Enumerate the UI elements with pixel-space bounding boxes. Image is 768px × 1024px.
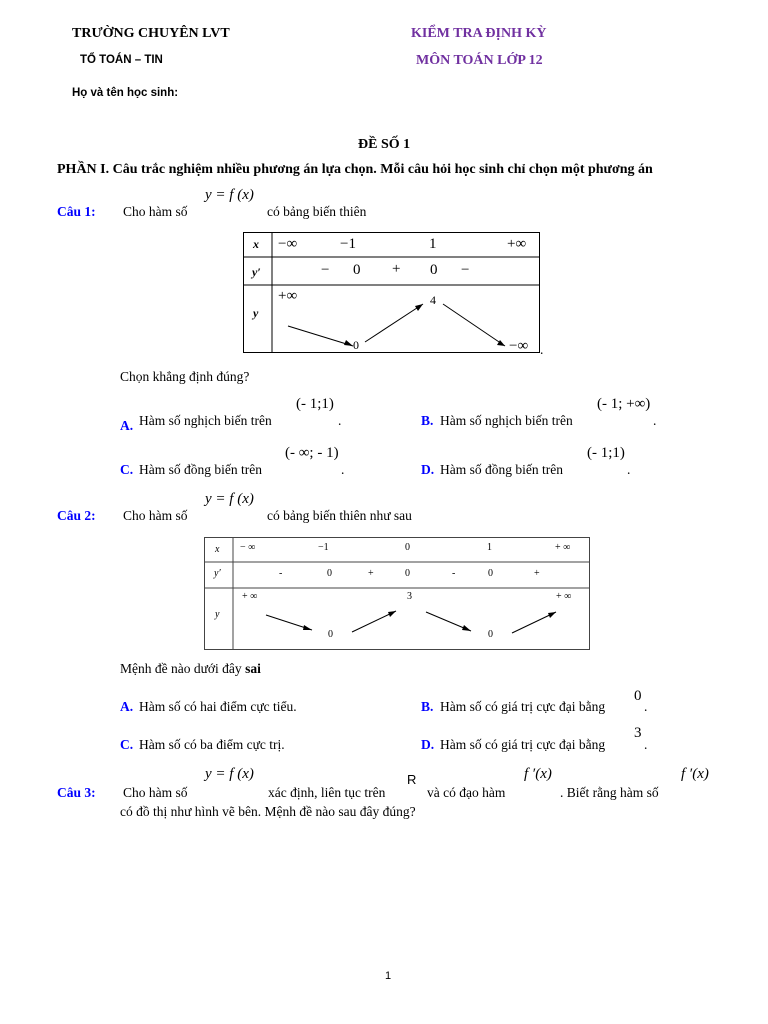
q1-option-d-end: . (627, 462, 631, 477)
q2-label: Câu 2: (57, 508, 96, 523)
q3-text-line2: có đồ thị như hình vẽ bên. Mệnh đề nào sau đây đúng? (120, 804, 416, 819)
q3-text-mid1: xác định, liên tục trên (268, 785, 386, 800)
q1-func: y = f (x) (205, 187, 254, 203)
q1-option-c-text[interactable]: Hàm số đồng biến trên (139, 462, 262, 477)
q1-prompt: Chọn khẳng định đúng? (120, 369, 250, 384)
q2-option-b-value: 0 (634, 688, 642, 704)
q1-x-header: x (253, 237, 259, 251)
q1-sign: 0 (430, 262, 438, 278)
q1-x-val: −∞ (278, 236, 298, 252)
q1-y-header: y (253, 306, 259, 320)
q1-option-c-interval: (- ∞; - 1) (285, 445, 339, 461)
q1-x-val: 1 (429, 236, 437, 252)
q1-y-val: 0 (353, 338, 359, 352)
part1-heading (57, 162, 653, 178)
q1-option-a-interval: (- 1;1) (296, 396, 334, 412)
q2-sign: 0 (405, 568, 410, 579)
q1-y-val: 4 (430, 293, 436, 307)
q2-sign: - (452, 568, 456, 579)
q2-x-val: 0 (405, 542, 410, 553)
school-name: TRƯỜNG CHUYÊN LVT (72, 26, 230, 41)
q2-option-c-letter[interactable]: C. (120, 737, 134, 752)
q2-x-header: x (215, 544, 220, 555)
q2-x-val: −1 (318, 542, 329, 553)
q2-option-c-text[interactable]: Hàm số có ba điểm cực trị. (139, 737, 285, 752)
q1-yprime-header: y′ (252, 265, 261, 279)
q3-text-before: Cho hàm số (123, 785, 188, 800)
q1-option-a-text[interactable]: Hàm số nghịch biến trên (139, 413, 272, 428)
q2-sign: 0 (327, 568, 332, 579)
q1-y-val: +∞ (278, 288, 298, 304)
q1-option-b-letter[interactable]: B. (421, 413, 434, 428)
q2-x-val: − ∞ (240, 542, 256, 553)
q2-sign: + (368, 568, 374, 579)
q2-y-header: y (215, 609, 220, 620)
q2-x-val: + ∞ (555, 542, 571, 553)
page-number: 1 (385, 970, 392, 982)
q2-x-val: 1 (487, 542, 492, 553)
q2-option-b-text[interactable]: Hàm số có giá trị cực đại bằng (440, 699, 606, 714)
q1-text-after: có bảng biến thiên (267, 204, 367, 219)
q2-y-val: 3 (407, 591, 412, 602)
q2-sign: 0 (488, 568, 493, 579)
q2-variation-table (204, 537, 590, 650)
q2-y-val: 0 (328, 629, 333, 640)
q1-option-b-end: . (653, 413, 657, 428)
q1-option-b-interval: (- 1; +∞) (597, 396, 651, 412)
q2-prompt (120, 661, 261, 677)
q2-yprime-header: y′ (214, 568, 221, 579)
exam-code: ĐỀ SỐ 1 (358, 137, 411, 152)
q2-option-d-letter[interactable]: D. (421, 737, 435, 752)
q1-sign: − (461, 262, 470, 278)
q3-text-mid2: và có đạo hàm (427, 785, 506, 800)
q2-option-d-text[interactable]: Hàm số có giá trị cực đại bằng (440, 737, 606, 752)
q1-table-period: . (540, 342, 544, 357)
q1-y-val: −∞ (509, 338, 529, 354)
q1-option-d-text[interactable]: Hàm số đồng biến trên (440, 462, 563, 477)
q2-sign: - (279, 568, 283, 579)
q1-label: Câu 1: (57, 204, 96, 219)
q2-func: y = f (x) (205, 491, 254, 507)
q3-text-mid3: . Biết rằng hàm số (560, 785, 659, 800)
q1-option-d-letter[interactable]: D. (421, 462, 435, 477)
q2-option-b-end: . (644, 699, 648, 714)
department-name: TỔ TOÁN – TIN (80, 54, 163, 66)
q1-option-a-end: . (338, 413, 342, 428)
q2-option-a-text[interactable]: Hàm số có hai điểm cực tiểu. (139, 699, 297, 714)
exam-title: KIỂM TRA ĐỊNH KỲ (411, 26, 547, 41)
q1-x-val: −1 (340, 236, 356, 252)
q3-derivative: f ′(x) (524, 766, 552, 782)
q2-text-before: Cho hàm số (123, 508, 188, 523)
subject-title: MÔN TOÁN LỚP 12 (416, 53, 543, 68)
q2-prompt-text: Mệnh đề nào dưới đây (120, 661, 242, 676)
q1-option-c-end: . (341, 462, 345, 477)
part1-text: Câu trắc nghiệm nhiều phương án lựa chọn. Mỗi câu hỏi học sinh chỉ chọn một phương án (112, 162, 653, 177)
q2-y-val: 0 (488, 629, 493, 640)
q1-option-d-interval: (- 1;1) (587, 445, 625, 461)
q2-option-d-value: 3 (634, 725, 642, 741)
q2-sign: + (534, 568, 540, 579)
q1-sign: 0 (353, 262, 361, 278)
q1-option-c-letter[interactable]: C. (120, 462, 134, 477)
q3-label: Câu 3: (57, 785, 96, 800)
q2-y-val: + ∞ (556, 591, 572, 602)
q1-option-b-text[interactable]: Hàm số nghịch biến trên (440, 413, 573, 428)
q2-option-a-letter[interactable]: A. (120, 699, 134, 714)
q3-func: y = f (x) (205, 766, 254, 782)
q2-option-b-letter[interactable]: B. (421, 699, 434, 714)
q1-text-before: Cho hàm số (123, 204, 188, 219)
q2-y-val: + ∞ (242, 591, 258, 602)
q1-x-val: +∞ (507, 236, 527, 252)
student-name-label: Họ và tên học sinh: (72, 87, 179, 99)
q1-sign: + (392, 261, 401, 277)
q3-real-set: R (407, 772, 417, 787)
q1-sign: − (321, 262, 330, 278)
q2-text-after: có bảng biến thiên như sau (267, 508, 412, 523)
part1-label: PHẦN I. (57, 162, 110, 177)
q2-option-d-end: . (644, 737, 648, 752)
q1-option-a-letter[interactable]: A. (120, 418, 134, 433)
q3-derivative-2: f ′(x) (681, 766, 709, 782)
q1-variation-table (243, 232, 540, 353)
q2-prompt-emphasis: sai (245, 661, 261, 676)
